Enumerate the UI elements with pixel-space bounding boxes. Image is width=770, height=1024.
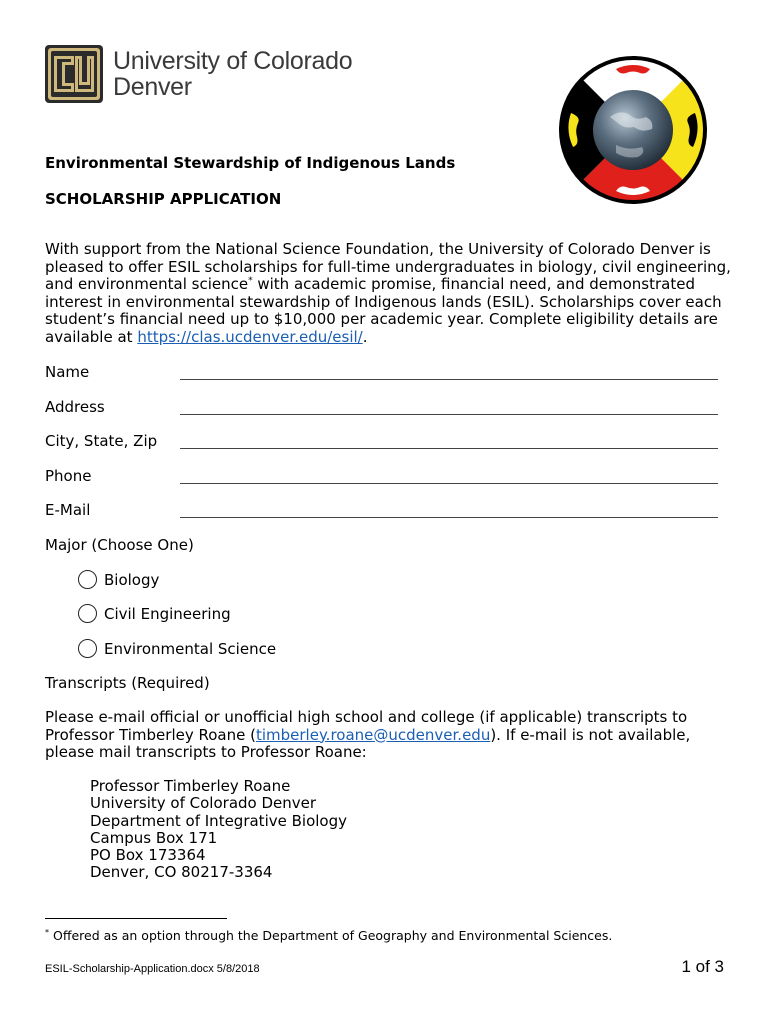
form-title: Environmental Stewardship of Indigenous Lands xyxy=(45,154,456,172)
major-option-label: Biology xyxy=(104,571,160,589)
radio-circle-icon[interactable] xyxy=(78,604,97,623)
intro-paragraph xyxy=(45,241,735,346)
logo-line-1: University of Colorado xyxy=(113,47,353,75)
intro-text-1: With support from the National Science Foundation, the University of Colorado Denver is pleased to offer ESIL scholarships for full-time undergraduates in biology, civil engineering, and environmental science xyxy=(45,240,731,293)
medicine-wheel-earth-icon xyxy=(558,55,708,209)
mailing-address xyxy=(90,778,347,882)
page-number: 1 of 3 xyxy=(681,957,724,976)
name-input-line[interactable] xyxy=(180,379,718,380)
city-state-zip-label: City, State, Zip xyxy=(45,432,158,450)
address-line: Department of Integrative Biology xyxy=(90,811,347,830)
esil-website-link[interactable]: https://clas.ucdenver.edu/esil/ xyxy=(137,327,363,346)
document-filename: ESIL-Scholarship-Application.docx 5/8/2018 xyxy=(45,963,260,975)
major-option-label: Environmental Science xyxy=(104,640,277,658)
footnote-text: Offered as an option through the Department of Geography and Environmental Sciences. xyxy=(53,928,613,943)
logo-wordmark xyxy=(113,48,352,100)
email-label: E-Mail xyxy=(45,501,91,519)
address-line: Denver, CO 80217-3364 xyxy=(90,863,273,882)
radio-circle-icon[interactable] xyxy=(78,570,97,589)
phone-input-line[interactable] xyxy=(180,483,718,484)
instructions-text-2: ). If e-mail is not available, please mail transcripts to Professor Roane: xyxy=(45,725,691,761)
address-line: Campus Box 171 xyxy=(90,828,218,847)
cu-denver-logo xyxy=(44,44,352,104)
transcripts-instructions xyxy=(45,709,735,762)
footnote-divider xyxy=(45,918,227,919)
address-input-line[interactable] xyxy=(180,414,718,415)
transcripts-heading: Transcripts (Required) xyxy=(45,674,210,692)
cu-logo-icon xyxy=(44,44,104,104)
address-line: PO Box 173364 xyxy=(90,846,206,865)
email-input-line[interactable] xyxy=(180,517,718,518)
form-subtitle: SCHOLARSHIP APPLICATION xyxy=(45,190,282,208)
intro-text-2: with academic promise, financial need, and demonstrated interest in environmental stewardship of Indigenous lands (ESIL). Scholarships cover each student’s financial need up to $10,000 per academic year. Complete eligibility details are available at xyxy=(45,275,722,346)
city-state-zip-input-line[interactable] xyxy=(180,448,718,449)
footnote-mark: * xyxy=(45,928,49,937)
radio-circle-icon[interactable] xyxy=(78,639,97,658)
professor-email-link[interactable]: timberley.roane@ucdenver.edu xyxy=(255,725,491,744)
address-label: Address xyxy=(45,398,105,416)
major-option-label: Civil Engineering xyxy=(104,605,231,623)
phone-label: Phone xyxy=(45,467,92,485)
intro-text-end: . xyxy=(362,327,368,346)
logo-line-2: Denver xyxy=(113,73,192,101)
footnote-marker: * xyxy=(248,276,253,286)
address-line: Professor Timberley Roane xyxy=(90,777,291,795)
instructions-text-1: Please e-mail official or unofficial high school and college (if applicable) transcripts to Professor Timberley Roane ( xyxy=(45,708,688,744)
address-line: University of Colorado Denver xyxy=(90,794,317,813)
footnote xyxy=(45,928,612,943)
name-label: Name xyxy=(45,363,90,381)
major-label: Major (Choose One) xyxy=(45,536,194,554)
